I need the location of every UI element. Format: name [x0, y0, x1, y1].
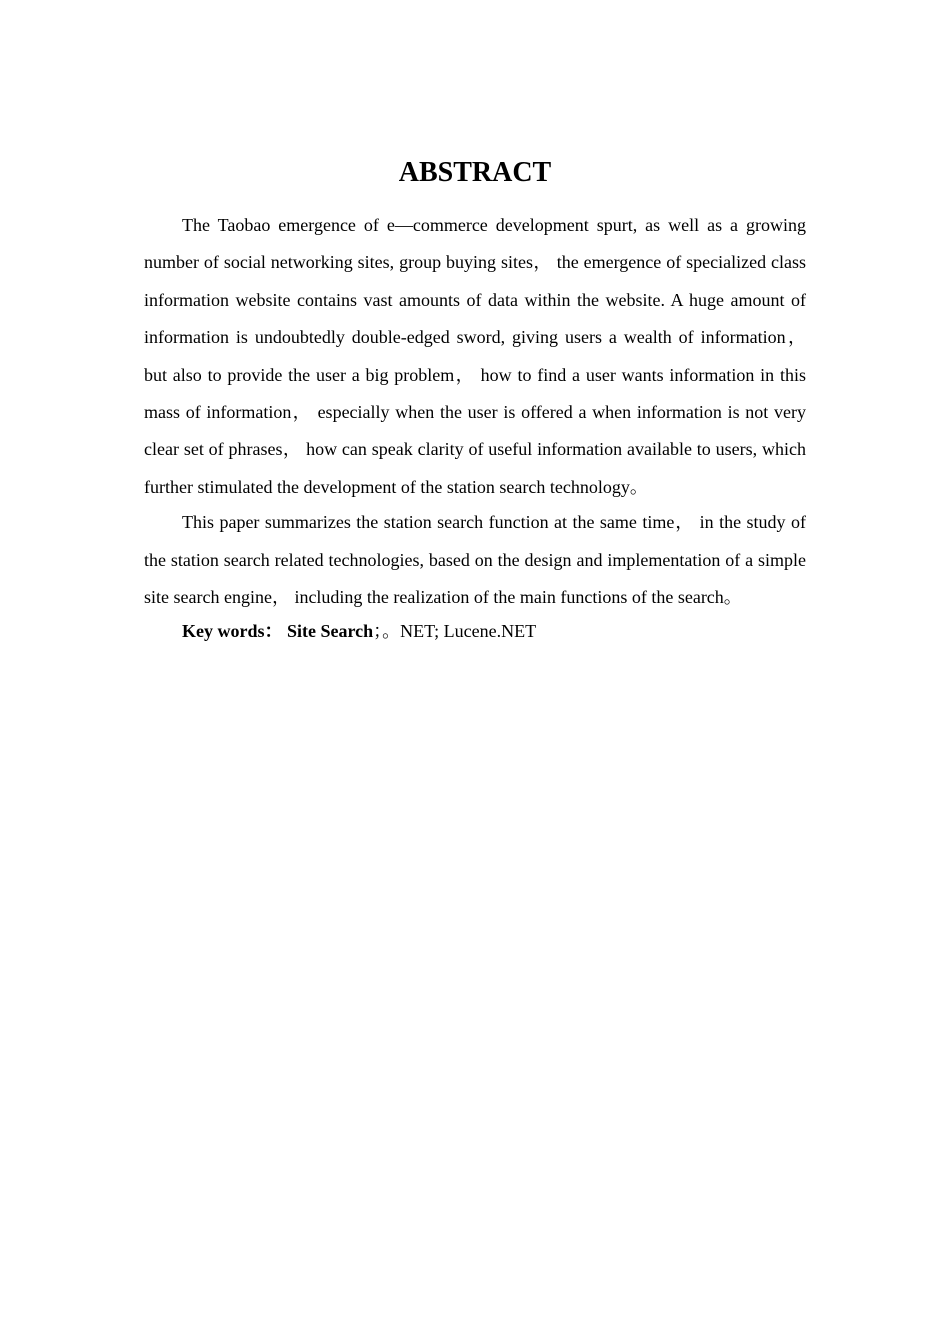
keywords-line — [144, 613, 806, 650]
abstract-paragraph-2: This paper summarizes the station search function at the same time， in the study of the station search related technologies, based on the design and implementation of a simple site search engine， including the realization of the main functions of the search。 — [144, 512, 806, 608]
keyword-site-search: Site Search — [287, 621, 374, 642]
keywords-label: Key words： — [182, 621, 283, 642]
abstract-body — [144, 207, 806, 651]
keywords-rest: ；。NET; Lucene.NET — [373, 621, 537, 642]
abstract-title: ABSTRACT — [398, 157, 552, 188]
abstract-paragraph-1: The Taobao emergence of e—commerce development spurt, as well as a growing number of social networking sites, group buying sites， the emergence of specialized class information website contains vast amounts of data within the website. A huge amount of information is undoubtedly double-edged sword, giving users a wealth of information， but also to provide the user a big problem， how to find a user wants information in this mass of information， especially when the user is offered a when information is not very clear set of phrases， how can speak clarity of useful information available to users, which further stimulated the development of the station search technology。 — [144, 215, 806, 497]
